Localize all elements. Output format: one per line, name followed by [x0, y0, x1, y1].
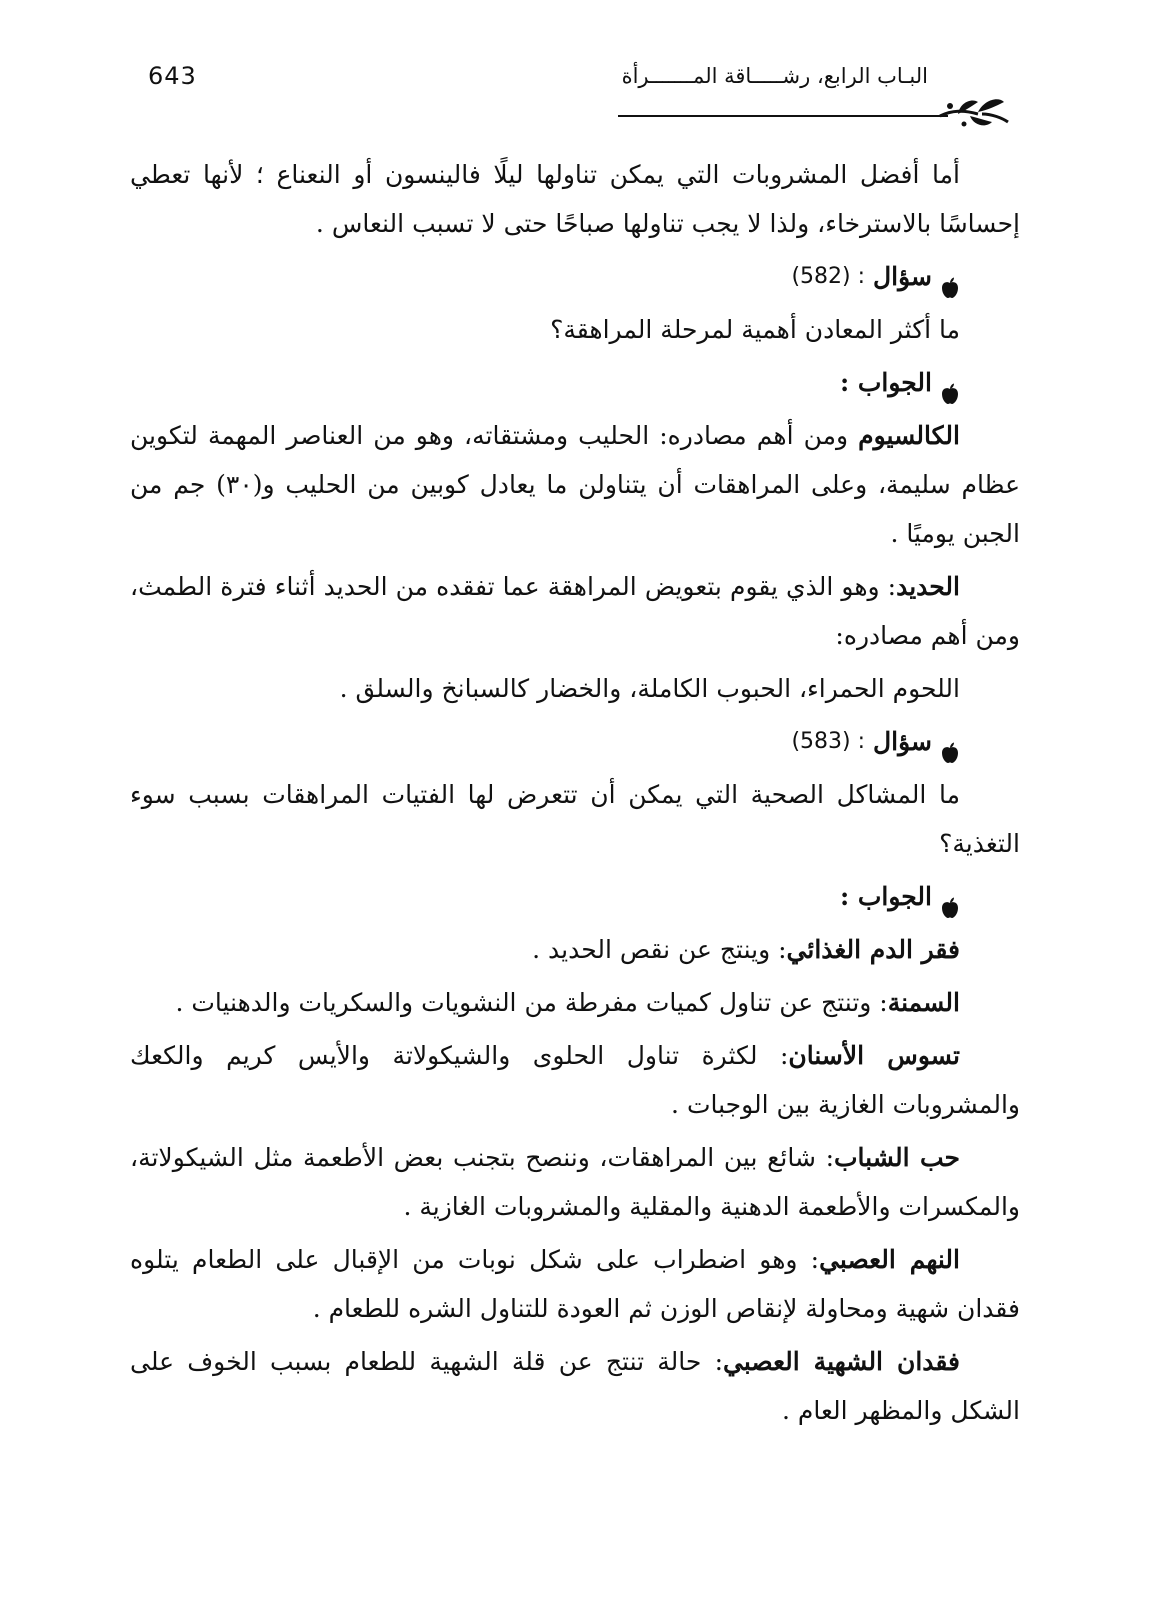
page-body	[130, 150, 1020, 1439]
page-number: 643	[148, 62, 197, 90]
term-label: السمنة	[887, 988, 960, 1017]
running-title: البـاب الرابع، رشـــــاقة المـــــــرأة	[621, 64, 928, 88]
term-paragraph	[130, 411, 1020, 558]
question-label: سؤال	[873, 262, 932, 291]
term-description: : وينتج عن نقص الحديد .	[532, 935, 787, 964]
leaf-ornament-icon	[938, 92, 1010, 132]
apple-bullet-icon	[940, 886, 960, 908]
question-heading	[130, 252, 1020, 301]
header-rule	[618, 115, 948, 117]
term-paragraph	[130, 1235, 1020, 1333]
term-paragraph	[130, 1031, 1020, 1129]
term-description: : وهو الذي يقوم بتعويض المراهقة عما تفقده من الحديد أثناء فترة الطمث، ومن أهم مصادره:	[130, 572, 1020, 650]
answer-heading	[130, 358, 1020, 407]
question-number: (582) :	[791, 264, 866, 289]
apple-bullet-icon	[940, 731, 960, 753]
term-description: ومن أهم مصادره: الحليب ومشتقاته، وهو من العناصر المهمة لتكوين عظام سليمة، وعلى المراهقات أن يتناولن ما يعادل كوبين من الحليب و(٣٠) جم من الجبن يوميًا .	[130, 421, 1020, 548]
term-paragraph	[130, 925, 1020, 974]
answer-label: الجواب :	[839, 368, 932, 397]
term-label: فقر الدم الغذائي	[786, 935, 960, 964]
question-number: (583) :	[791, 729, 866, 754]
apple-bullet-icon	[940, 372, 960, 394]
term-label: النهم العصبي	[819, 1245, 960, 1274]
body-paragraph: ما المشاكل الصحية التي يمكن أن تتعرض لها الفتيات المراهقات بسبب سوء التغذية؟	[130, 780, 1020, 858]
apple-bullet-icon	[940, 266, 960, 288]
term-description: : شائع بين المراهقات، وننصح بتجنب بعض الأطعمة مثل الشيكولاتة، والمكسرات والأطعمة الدهنية والمقلية والمشروبات الغازية .	[130, 1143, 1020, 1221]
term-label: حب الشباب	[834, 1143, 960, 1172]
term-paragraph	[130, 978, 1020, 1027]
term-label: تسوس الأسنان	[788, 1041, 960, 1070]
term-description: : وهو اضطراب على شكل نوبات من الإقبال على الطعام يتلوه فقدان شهية ومحاولة لإنقاص الوزن ثم العودة للتناول الشره للطعام .	[130, 1245, 1020, 1323]
term-paragraph	[130, 1337, 1020, 1435]
question-label: سؤال	[873, 727, 932, 756]
term-paragraph	[130, 1133, 1020, 1231]
body-paragraph: ما أكثر المعادن أهمية لمرحلة المراهقة؟	[550, 315, 960, 344]
term-label: الحديد	[896, 572, 960, 601]
term-description: : وتنتج عن تناول كميات مفرطة من النشويات والسكريات والدهنيات .	[175, 988, 888, 1017]
body-paragraph: اللحوم الحمراء، الحبوب الكاملة، والخضار كالسبانخ والسلق .	[339, 674, 960, 703]
answer-heading	[130, 872, 1020, 921]
term-description: : حالة تنتج عن قلة الشهية للطعام بسبب الخوف على الشكل والمظهر العام .	[130, 1347, 1020, 1425]
answer-label: الجواب :	[839, 882, 932, 911]
term-label: فقدان الشهية العصبي	[723, 1347, 961, 1376]
question-heading	[130, 717, 1020, 766]
term-label: الكالسيوم	[858, 421, 960, 450]
body-paragraph: أما أفضل المشروبات التي يمكن تناولها ليلًا فالينسون أو النعناع ؛ لأنها تعطي إحساسًا بالاسترخاء، ولذا لا يجب تناولها صباحًا حتى لا تسبب النعاس .	[130, 160, 1020, 238]
page-header	[148, 60, 1018, 130]
term-paragraph	[130, 562, 1020, 660]
term-description: : لكثرة تناول الحلوى والشيكولاتة والأيس كريم والكعك والمشروبات الغازية بين الوجبات .	[130, 1041, 1020, 1119]
